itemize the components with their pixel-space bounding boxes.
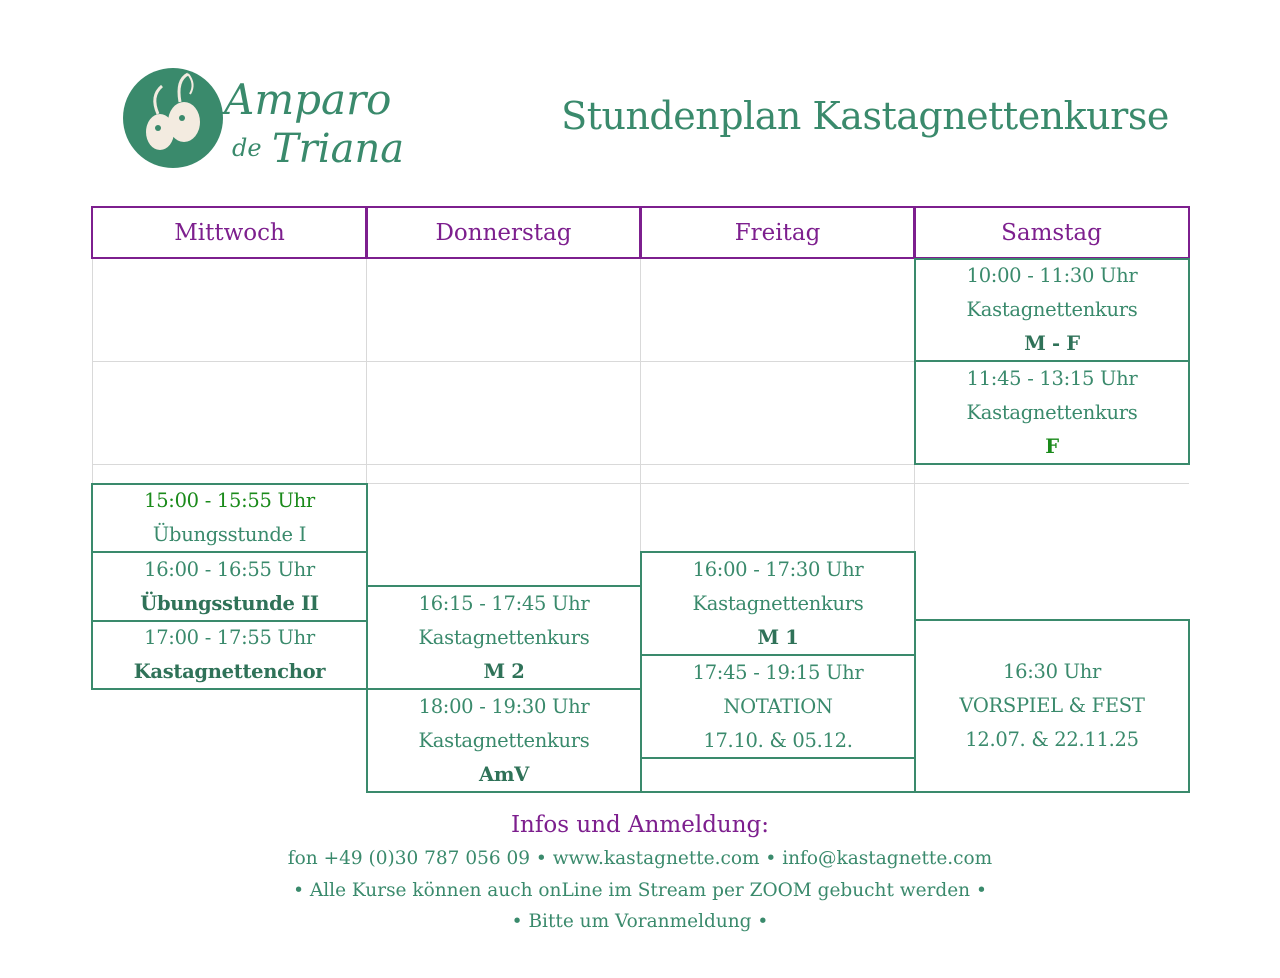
session-time: 10:00 - 11:30 Uhr bbox=[966, 264, 1138, 287]
session-level: M 2 bbox=[483, 660, 525, 683]
session-sat-1 bbox=[914, 258, 1190, 362]
logo-line2-prefix: de bbox=[232, 134, 262, 162]
logo-line2: Triana bbox=[272, 126, 405, 172]
session-level: M - F bbox=[1024, 332, 1080, 355]
session-course: Kastagnettenkurs bbox=[966, 400, 1138, 424]
session-wed-2 bbox=[91, 551, 368, 622]
session-time: 17:45 - 19:15 Uhr bbox=[692, 660, 864, 684]
footer-note: • Bitte um Voranmeldung • bbox=[511, 911, 769, 932]
session-time: 16:15 - 17:45 Uhr bbox=[418, 592, 590, 615]
session-thu-1 bbox=[366, 585, 642, 691]
logo-line1: Amparo bbox=[224, 75, 392, 124]
session-course: Übungsstunde II bbox=[140, 591, 319, 615]
session-wed-1 bbox=[91, 483, 368, 553]
session-dates: 12.07. & 22.11.25 bbox=[965, 728, 1139, 751]
session-course: Kastagnettenkurs bbox=[418, 728, 590, 752]
session-sat-3 bbox=[914, 619, 1190, 793]
session-time: 16:30 Uhr bbox=[1002, 660, 1101, 683]
footer-online: • Alle Kurse können auch onLine im Stream per ZOOM gebucht werden • bbox=[293, 880, 987, 901]
session-time: 17:00 - 17:55 Uhr bbox=[144, 626, 315, 649]
footer-heading: Infos und Anmeldung: bbox=[510, 812, 770, 838]
session-course: NOTATION bbox=[723, 694, 833, 718]
session-level: AmV bbox=[479, 762, 529, 786]
footer-contact: fon +49 (0)30 787 056 09 • www.kastagnette.com • info@kastagnette.com bbox=[287, 848, 993, 869]
session-fri-2 bbox=[640, 654, 916, 759]
page-title: Stundenplan Kastagnettenkurse bbox=[561, 94, 1169, 138]
header-samstag: Samstag bbox=[913, 206, 1190, 259]
session-course: Kastagnettenkurs bbox=[418, 626, 590, 649]
session-time: 18:00 - 19:30 Uhr bbox=[418, 694, 590, 718]
empty-cell-fri bbox=[640, 757, 916, 793]
session-course: VORSPIEL & FEST bbox=[959, 694, 1145, 717]
session-sat-2 bbox=[914, 360, 1190, 465]
session-course: Kastagnettenchor bbox=[133, 660, 326, 683]
session-dates: 17.10. & 05.12. bbox=[703, 728, 853, 752]
session-wed-3 bbox=[91, 620, 368, 690]
session-thu-2 bbox=[366, 688, 642, 793]
session-course: Übungsstunde I bbox=[152, 523, 307, 546]
session-course: Kastagnettenkurs bbox=[966, 298, 1138, 321]
session-time: 15:00 - 15:55 Uhr bbox=[144, 489, 315, 512]
header-donnerstag: Donnerstag bbox=[365, 206, 642, 259]
session-time: 16:00 - 17:30 Uhr bbox=[692, 558, 864, 581]
session-level: F bbox=[1045, 434, 1059, 458]
session-fri-1 bbox=[640, 551, 916, 657]
header-freitag: Freitag bbox=[639, 206, 916, 259]
session-course: Kastagnettenkurs bbox=[692, 592, 864, 615]
session-level: M 1 bbox=[757, 626, 799, 649]
header-mittwoch: Mittwoch bbox=[91, 206, 368, 259]
session-time: 16:00 - 16:55 Uhr bbox=[144, 557, 315, 581]
session-time: 11:45 - 13:15 Uhr bbox=[966, 366, 1138, 390]
